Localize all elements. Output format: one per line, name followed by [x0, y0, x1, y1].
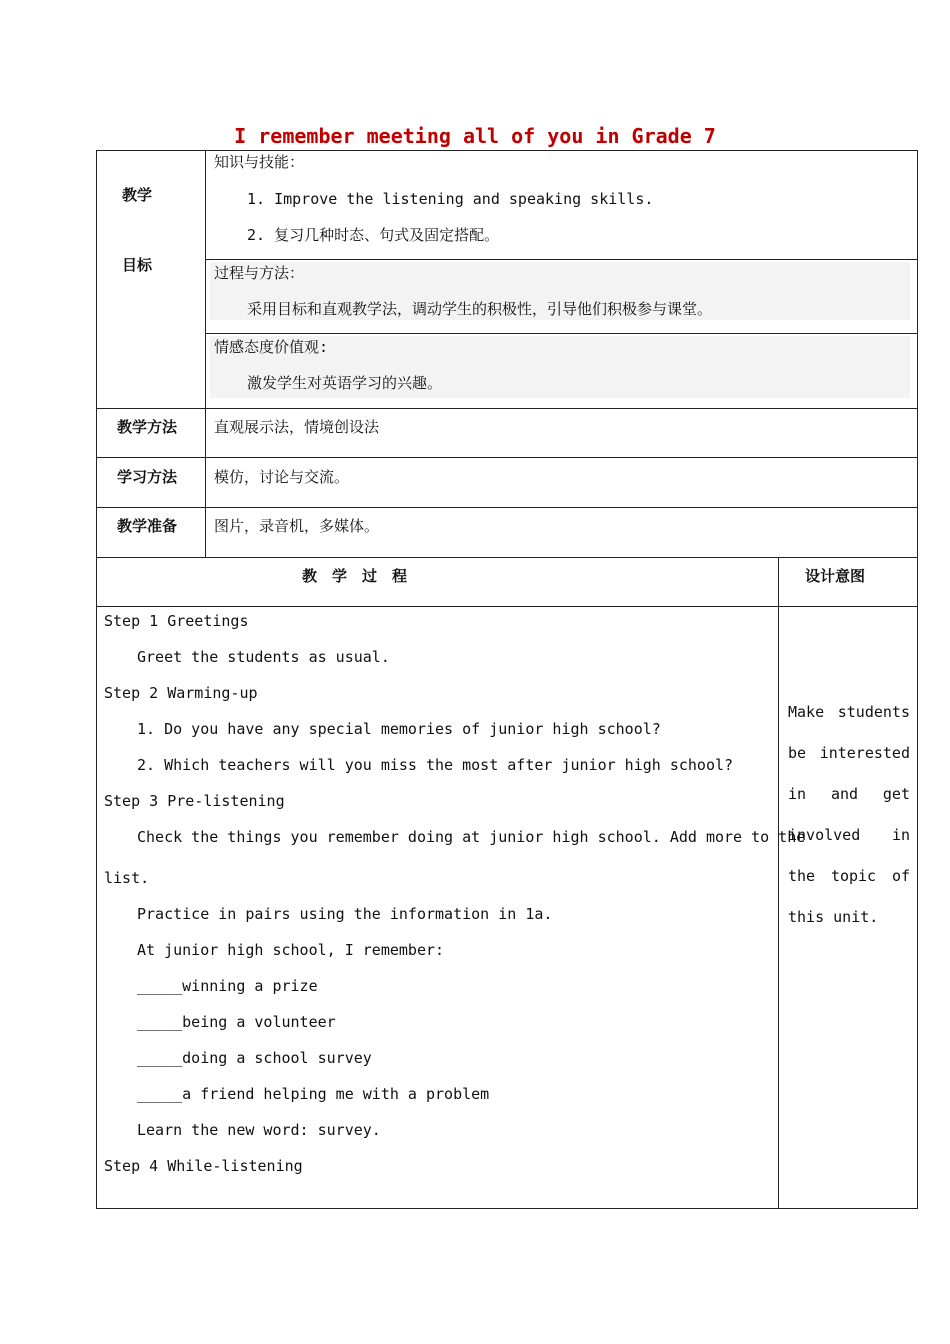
step-line: Practice in pairs using the information in 1a. — [137, 905, 553, 923]
design-word: in — [891, 826, 910, 844]
objectives-label-bottom: 目标 — [122, 256, 153, 274]
table-right-border — [917, 150, 918, 1209]
divider-process — [205, 333, 918, 334]
design-word: and — [830, 785, 859, 803]
design-word: students — [837, 703, 910, 721]
knowledge-item-1: 1. Improve the listening and speaking skills. — [247, 190, 654, 208]
divider-method — [96, 457, 918, 458]
design-word: involved — [788, 826, 861, 844]
table-top-border — [96, 150, 918, 151]
design-line — [788, 702, 910, 743]
design-word: get — [882, 785, 910, 803]
objectives-label-top: 教学 — [122, 186, 153, 204]
design-word: topic — [830, 867, 877, 885]
step-line: 2. Which teachers will you miss the most after junior high school? — [137, 756, 734, 774]
step-line: Step 3 Pre-listening — [104, 792, 285, 810]
table-left-border — [96, 150, 97, 1209]
process-heading: 过程与方法： — [214, 264, 305, 282]
step-line: _____doing a school survey — [137, 1049, 372, 1067]
design-word: this unit. — [788, 908, 879, 926]
divider-objectives — [96, 408, 918, 409]
learning-method-value: 模仿，讨论与交流。 — [214, 468, 350, 486]
design-line — [788, 784, 910, 825]
preparation-label: 教学准备 — [117, 517, 178, 535]
design-word: in — [788, 785, 807, 803]
divider-process-header — [96, 606, 918, 607]
step-line: At junior high school, I remember: — [137, 941, 445, 959]
step-line: Step 2 Warming-up — [104, 684, 258, 702]
learning-method-label: 学习方法 — [117, 468, 178, 486]
design-word: of — [891, 867, 910, 885]
table-bottom-border — [96, 1208, 918, 1209]
step-line: 1. Do you have any special memories of junior high school? — [137, 720, 661, 738]
knowledge-item-2: 2. 复习几种时态、句式及固定搭配。 — [247, 226, 500, 244]
step-line: Step 4 While-listening — [104, 1157, 303, 1175]
design-line — [788, 743, 910, 784]
knowledge-heading: 知识与技能： — [214, 153, 305, 171]
design-word: Make — [788, 703, 825, 721]
step-line: _____winning a prize — [137, 977, 318, 995]
step-line: list. — [104, 869, 150, 887]
document-title: I remember meeting all of you in Grade 7 — [234, 124, 716, 148]
step-line: Learn the new word: survey. — [137, 1121, 381, 1139]
design-column-header: 设计意图 — [805, 567, 866, 585]
step-line: _____being a volunteer — [137, 1013, 336, 1031]
design-line — [788, 907, 910, 948]
process-text: 采用目标和直观教学法，调动学生的积极性，引导他们积极参与课堂。 — [247, 300, 713, 318]
teaching-method-value: 直观展示法，情境创设法 — [214, 418, 380, 436]
design-line — [788, 866, 910, 907]
design-word: interested — [819, 744, 910, 762]
step-line: Greet the students as usual. — [137, 648, 390, 666]
emotion-heading: 情感态度价值观: — [214, 338, 329, 356]
divider-study — [96, 507, 918, 508]
process-column-header: 教 学 过 程 — [302, 567, 408, 585]
divider-knowledge — [205, 259, 918, 260]
step-line: Step 1 Greetings — [104, 612, 249, 630]
design-line — [788, 825, 910, 866]
step-line: _____a friend helping me with a problem — [137, 1085, 490, 1103]
preparation-value: 图片，录音机，多媒体。 — [214, 517, 380, 535]
design-word: be — [788, 744, 807, 762]
design-word: the — [788, 867, 816, 885]
emotion-text: 激发学生对英语学习的兴趣。 — [247, 374, 443, 392]
design-intent — [788, 702, 910, 948]
teaching-method-label: 教学方法 — [117, 418, 178, 436]
step-line: Check the things you remember doing at junior high school. Add more to the — [137, 828, 806, 846]
design-column-divider — [778, 557, 779, 1209]
label-column-divider — [205, 150, 206, 557]
divider-prep — [96, 557, 918, 558]
